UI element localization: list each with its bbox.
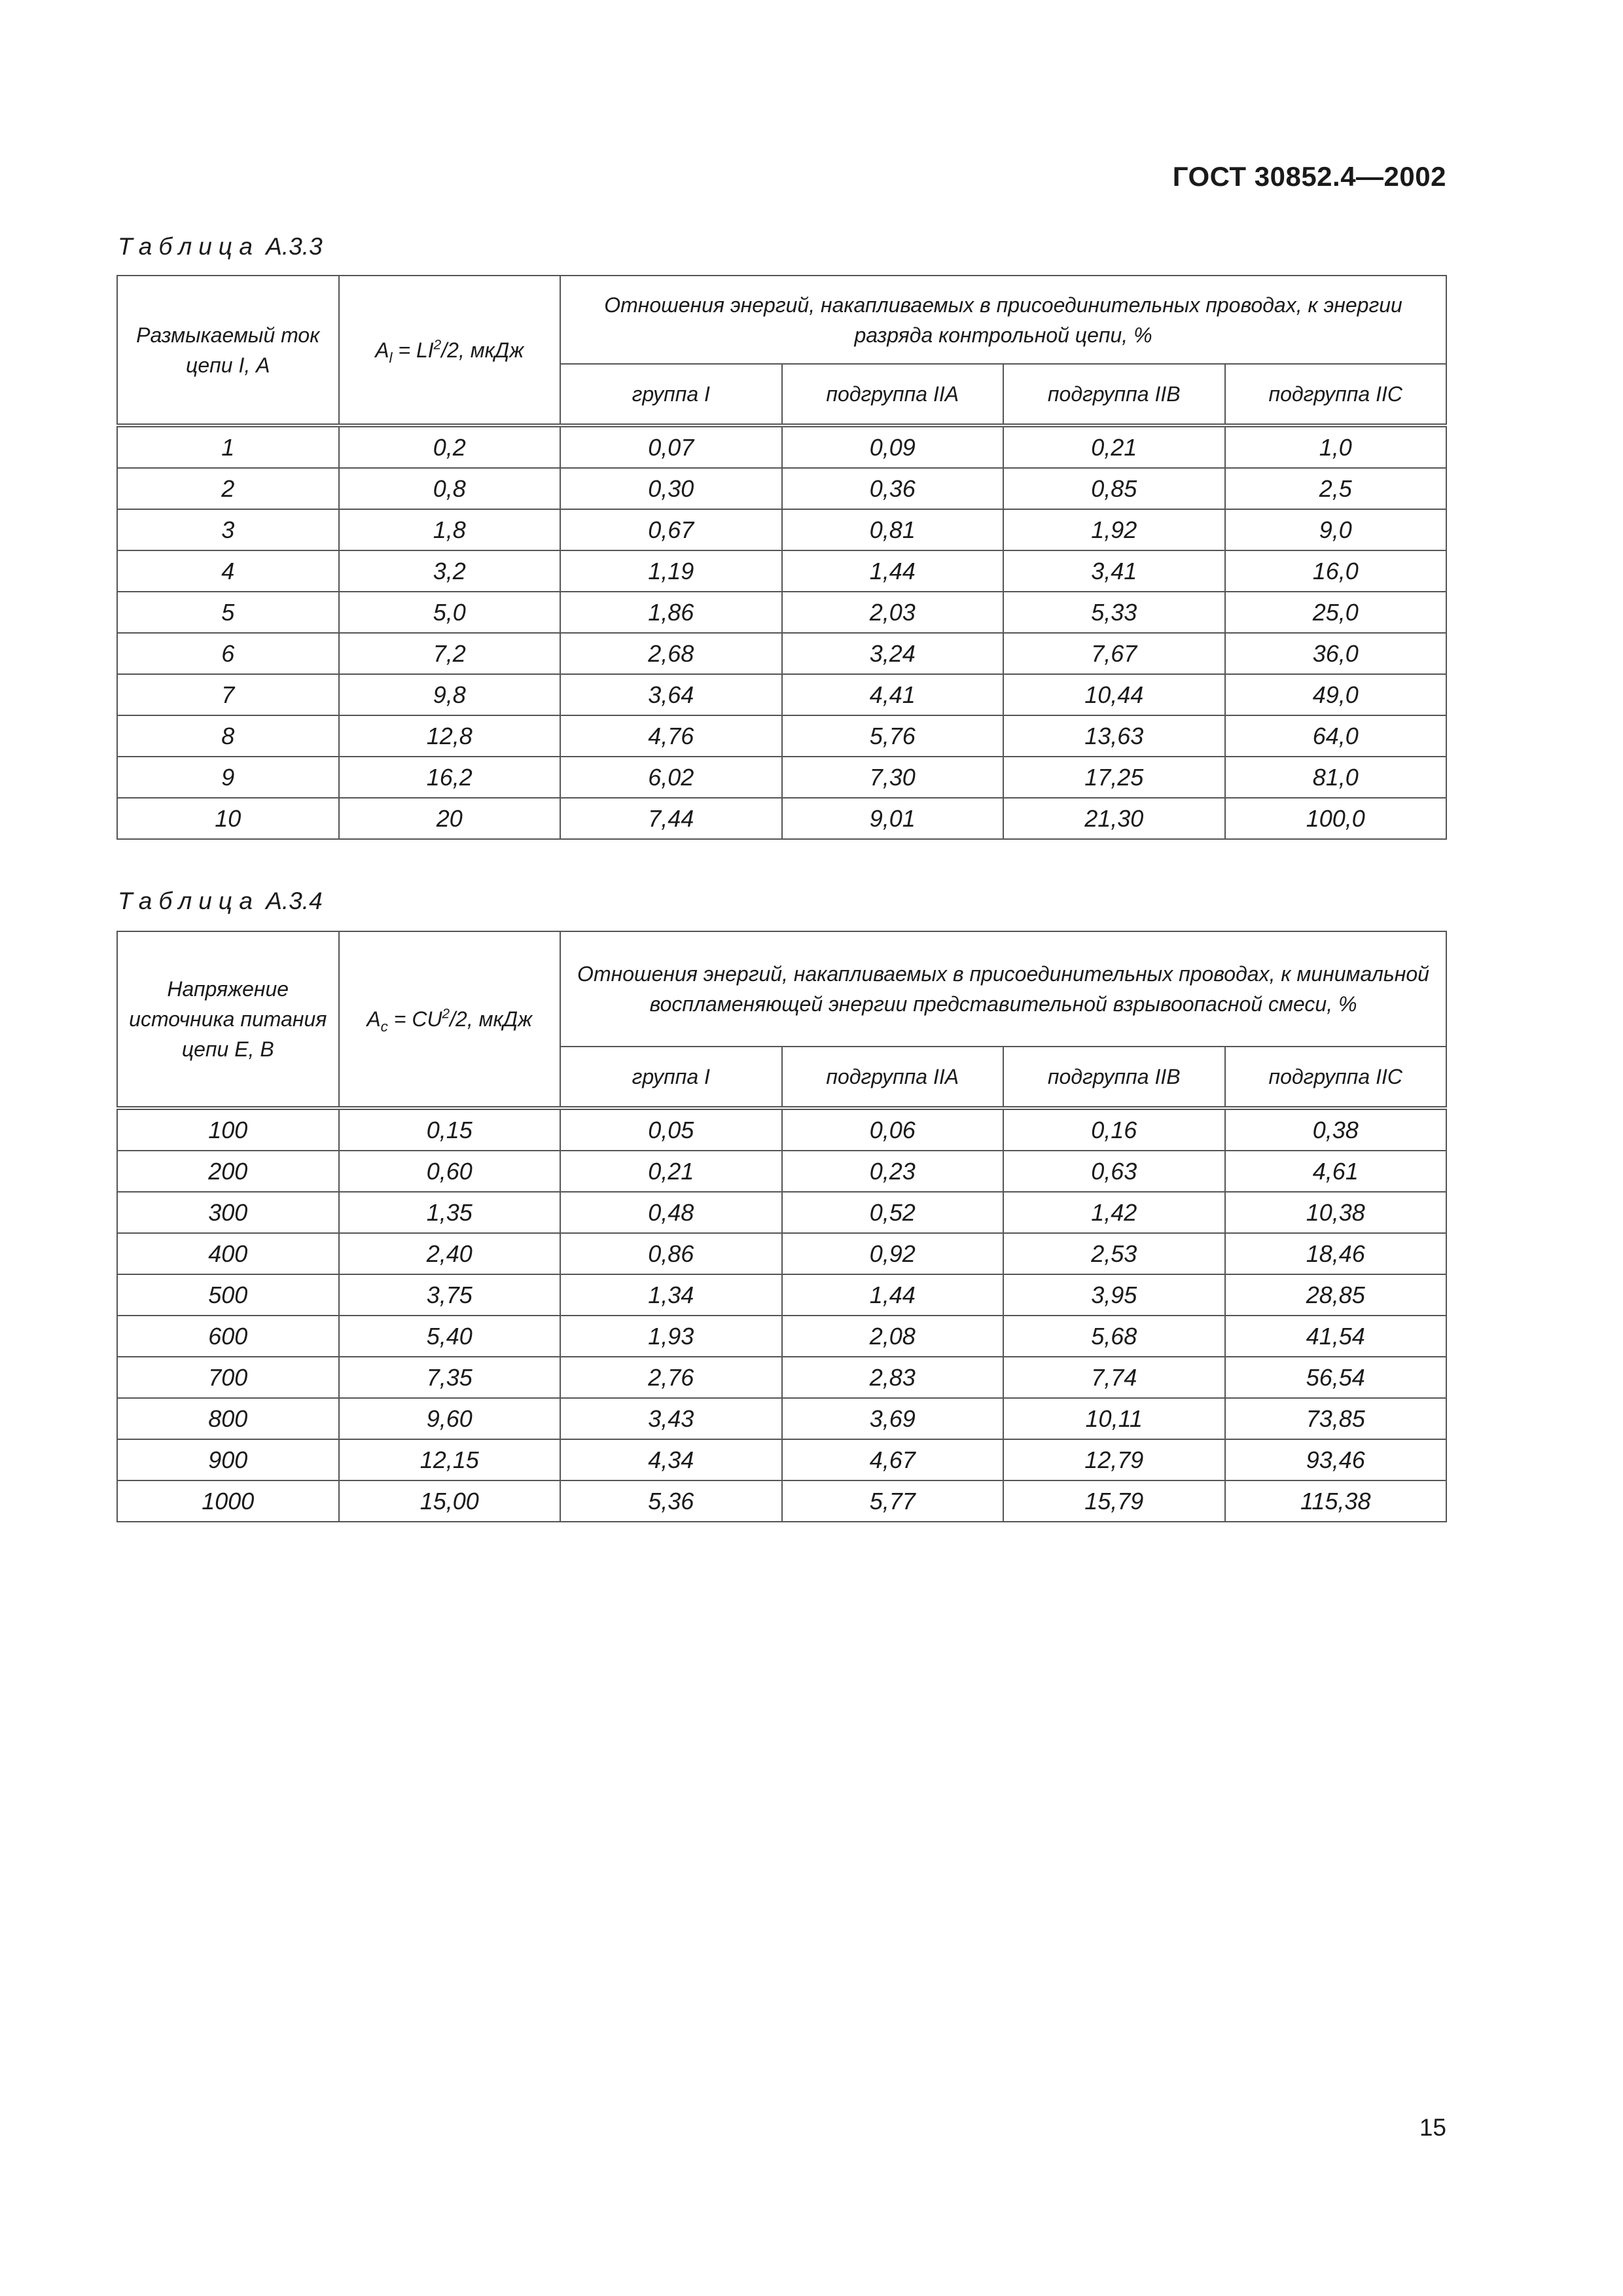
table-cell: 2,83 [782, 1357, 1004, 1398]
table-row [117, 509, 1446, 550]
table-cell: 1,44 [782, 550, 1004, 592]
caption-number: А.3.4 [266, 888, 323, 914]
table-cell: 41,54 [1225, 1316, 1447, 1357]
table-cell: 7,35 [339, 1357, 561, 1398]
table-cell: 6 [117, 633, 339, 674]
table-cell: 300 [117, 1192, 339, 1233]
table-cell: 93,46 [1225, 1439, 1447, 1480]
table-cell: 28,85 [1225, 1274, 1447, 1316]
table-cell: 100,0 [1225, 798, 1447, 839]
table-cell: 12,79 [1003, 1439, 1225, 1480]
table-cell: 5,68 [1003, 1316, 1225, 1357]
table-row [117, 1439, 1446, 1480]
table-row [117, 1398, 1446, 1439]
table-cell: 0,60 [339, 1151, 561, 1192]
table-cell: 2,68 [560, 633, 782, 674]
table-row [117, 674, 1446, 715]
table-cell: 100 [117, 1108, 339, 1151]
table-cell: 5,0 [339, 592, 561, 633]
table-cell: 0,16 [1003, 1108, 1225, 1151]
table-cell: 7 [117, 674, 339, 715]
table-cell: 4,61 [1225, 1151, 1447, 1192]
caption-word: Таблица [118, 233, 259, 260]
table-row [117, 1192, 1446, 1233]
table-cell: 9,01 [782, 798, 1004, 839]
table-cell: 115,38 [1225, 1480, 1447, 1522]
table-cell: 5 [117, 592, 339, 633]
table-cell: 7,74 [1003, 1357, 1225, 1398]
table-cell: 0,21 [1003, 425, 1225, 468]
caption-number: А.3.3 [266, 233, 323, 260]
table-cell: 1,93 [560, 1316, 782, 1357]
table-cell: 49,0 [1225, 674, 1447, 715]
table-cell: 73,85 [1225, 1398, 1447, 1439]
table-row [117, 1233, 1446, 1274]
table-cell: 12,8 [339, 715, 561, 757]
table-cell: 0,15 [339, 1108, 561, 1151]
table-cell: 0,92 [782, 1233, 1004, 1274]
table-cell: 10,38 [1225, 1192, 1447, 1233]
table-cell: 0,38 [1225, 1108, 1447, 1151]
table-row [117, 1357, 1446, 1398]
caption-word: Таблица [118, 888, 259, 914]
table-cell: 2,5 [1225, 468, 1447, 509]
table-cell: 2,53 [1003, 1233, 1225, 1274]
header-energy-ratio-group: Отношения энергий, накапливаемых в присоединительных проводах, к минимальной воспламеняющей энергии представительной взрывоопасной смеси, % [560, 931, 1446, 1047]
table-a33 [116, 275, 1447, 840]
table-cell: 17,25 [1003, 757, 1225, 798]
table-cell: 3 [117, 509, 339, 550]
table-cell: 0,36 [782, 468, 1004, 509]
table-cell: 1,0 [1225, 425, 1447, 468]
table-cell: 64,0 [1225, 715, 1447, 757]
header-energy-formula: $A_c = CU^2/2$, мкДж [339, 931, 561, 1108]
table-cell: 16,0 [1225, 550, 1447, 592]
table-cell: 3,69 [782, 1398, 1004, 1439]
table-cell: 0,8 [339, 468, 561, 509]
table-cell: 1,35 [339, 1192, 561, 1233]
table-cell: 3,75 [339, 1274, 561, 1316]
table-cell: 0,05 [560, 1108, 782, 1151]
table-cell: 0,63 [1003, 1151, 1225, 1192]
table-cell: 400 [117, 1233, 339, 1274]
table-row [117, 425, 1446, 468]
subheader-group-i: группа I [560, 364, 782, 425]
table-cell: 6,02 [560, 757, 782, 798]
table-cell: 21,30 [1003, 798, 1225, 839]
table-cell: 0,67 [560, 509, 782, 550]
table-cell: 81,0 [1225, 757, 1447, 798]
table-cell: 9 [117, 757, 339, 798]
table-cell: 0,52 [782, 1192, 1004, 1233]
table-cell: 3,43 [560, 1398, 782, 1439]
table-cell: 1,42 [1003, 1192, 1225, 1233]
table-cell: 0,86 [560, 1233, 782, 1274]
page-number: 15 [1419, 2114, 1446, 2141]
table-cell: 5,36 [560, 1480, 782, 1522]
table-cell: 0,09 [782, 425, 1004, 468]
header-breaking-current: Размыкаемый ток цепи I, А [117, 276, 339, 425]
table-cell: 3,24 [782, 633, 1004, 674]
table-cell: 56,54 [1225, 1357, 1447, 1398]
table-cell: 9,60 [339, 1398, 561, 1439]
table-cell: 0,23 [782, 1151, 1004, 1192]
table-cell: 36,0 [1225, 633, 1447, 674]
table-cell: 10 [117, 798, 339, 839]
table-cell: 9,8 [339, 674, 561, 715]
table-cell: 0,07 [560, 425, 782, 468]
subheader-group-i: группа I [560, 1047, 782, 1108]
table-cell: 9,0 [1225, 509, 1447, 550]
table-cell: 4 [117, 550, 339, 592]
table-cell: 1,8 [339, 509, 561, 550]
table-cell: 16,2 [339, 757, 561, 798]
table-cell: 5,40 [339, 1316, 561, 1357]
table-row [117, 1108, 1446, 1151]
table-cell: 600 [117, 1316, 339, 1357]
table-cell: 1,44 [782, 1274, 1004, 1316]
table-cell: 7,2 [339, 633, 561, 674]
table-cell: 20 [339, 798, 561, 839]
table-cell: 3,41 [1003, 550, 1225, 592]
table-cell: 2,76 [560, 1357, 782, 1398]
table-cell: 1,86 [560, 592, 782, 633]
table-cell: 12,15 [339, 1439, 561, 1480]
table-caption-a33 [118, 233, 323, 260]
table-cell: 0,30 [560, 468, 782, 509]
table-cell: 8 [117, 715, 339, 757]
table-cell: 18,46 [1225, 1233, 1447, 1274]
table-cell: 0,2 [339, 425, 561, 468]
table-row [117, 633, 1446, 674]
table-cell: 0,06 [782, 1108, 1004, 1151]
subheader-subgroup-iia: подгруппа IIA [782, 1047, 1004, 1108]
table-cell: 1,34 [560, 1274, 782, 1316]
subheader-subgroup-iib: подгруппа IIB [1003, 364, 1225, 425]
table-cell: 15,00 [339, 1480, 561, 1522]
table-cell: 2,40 [339, 1233, 561, 1274]
table-cell: 800 [117, 1398, 339, 1439]
table-cell: 1000 [117, 1480, 339, 1522]
table-cell: 200 [117, 1151, 339, 1192]
table-cell: 4,34 [560, 1439, 782, 1480]
table-cell: 5,76 [782, 715, 1004, 757]
subheader-subgroup-iia: подгруппа IIA [782, 364, 1004, 425]
table-cell: 2,08 [782, 1316, 1004, 1357]
table-row [117, 592, 1446, 633]
table-cell: 500 [117, 1274, 339, 1316]
standard-designation: ГОСТ 30852.4—2002 [1172, 161, 1446, 192]
table-cell: 7,30 [782, 757, 1004, 798]
table-cell: 0,85 [1003, 468, 1225, 509]
table-cell: 3,2 [339, 550, 561, 592]
table-cell: 4,76 [560, 715, 782, 757]
subheader-subgroup-iic: подгруппа IIC [1225, 1047, 1447, 1108]
table-cell: 10,44 [1003, 674, 1225, 715]
table-cell: 4,67 [782, 1439, 1004, 1480]
table-cell: 2,03 [782, 592, 1004, 633]
subheader-subgroup-iic: подгруппа IIC [1225, 364, 1447, 425]
table-row [117, 1480, 1446, 1522]
table-cell: 1,92 [1003, 509, 1225, 550]
table-cell: 5,33 [1003, 592, 1225, 633]
table-cell: 7,44 [560, 798, 782, 839]
table-caption-a34 [118, 888, 323, 915]
header-supply-voltage: Напряжение источника питания цепи E, В [117, 931, 339, 1108]
table-cell: 1,19 [560, 550, 782, 592]
table-cell: 15,79 [1003, 1480, 1225, 1522]
table-a34 [116, 931, 1447, 1522]
subheader-subgroup-iib: подгруппа IIB [1003, 1047, 1225, 1108]
header-energy-formula: $A_l = LI^2/2$, мкДж [339, 276, 561, 425]
table-cell: 4,41 [782, 674, 1004, 715]
table-row [117, 757, 1446, 798]
table-cell: 25,0 [1225, 592, 1447, 633]
table-row [117, 1151, 1446, 1192]
table-cell: 0,21 [560, 1151, 782, 1192]
table-cell: 5,77 [782, 1480, 1004, 1522]
table-cell: 13,63 [1003, 715, 1225, 757]
table-cell: 0,48 [560, 1192, 782, 1233]
table-cell: 7,67 [1003, 633, 1225, 674]
table-row [117, 550, 1446, 592]
table-row [117, 798, 1446, 839]
table-cell: 900 [117, 1439, 339, 1480]
table-cell: 700 [117, 1357, 339, 1398]
table-row [117, 1274, 1446, 1316]
table-cell: 0,81 [782, 509, 1004, 550]
table-row [117, 1316, 1446, 1357]
table-row [117, 715, 1446, 757]
table-cell: 3,95 [1003, 1274, 1225, 1316]
table-cell: 3,64 [560, 674, 782, 715]
table-cell: 10,11 [1003, 1398, 1225, 1439]
table-cell: 1 [117, 425, 339, 468]
table-cell: 2 [117, 468, 339, 509]
table-row [117, 468, 1446, 509]
header-energy-ratio-group: Отношения энергий, накапливаемых в присоединительных проводах, к энергии разряда контрольной цепи, % [560, 276, 1446, 364]
